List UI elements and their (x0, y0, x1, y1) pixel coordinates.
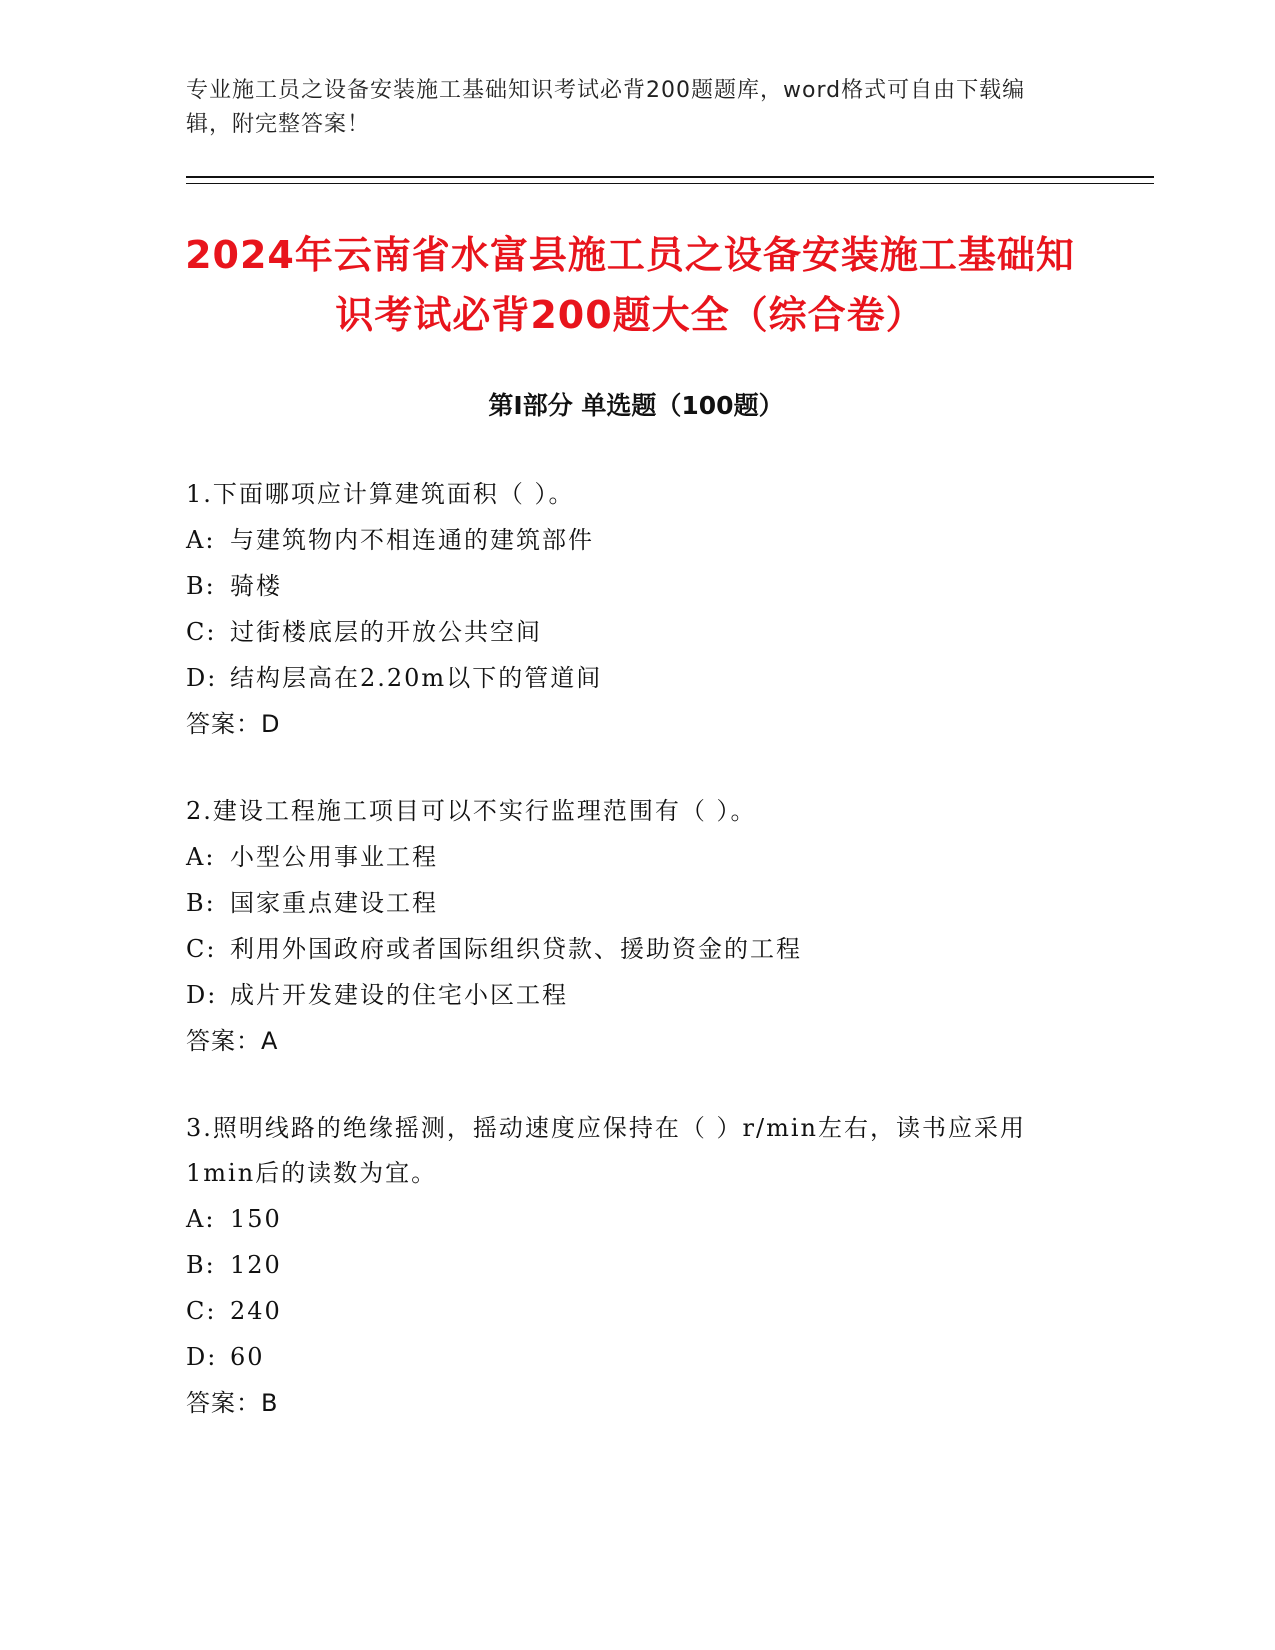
option-b (186, 880, 1066, 926)
question-stem: 1.下面哪项应计算建筑面积（ ）。 (186, 480, 575, 508)
option-key: C: (186, 935, 217, 963)
answer-label: 答案：A (186, 1027, 279, 1055)
option-key: A: (186, 1205, 216, 1233)
header-divider-thin (186, 183, 1154, 184)
question-3 (186, 1106, 1066, 1426)
option-a (186, 834, 1066, 880)
option-a (186, 517, 1066, 563)
option-c (186, 609, 1066, 655)
option-text: 结构层高在2.20m以下的管道间 (230, 664, 603, 692)
option-key: A: (186, 843, 216, 871)
option-text: 与建筑物内不相连通的建筑部件 (230, 526, 594, 554)
option-text: 60 (230, 1343, 265, 1371)
option-text: 过街楼底层的开放公共空间 (230, 618, 542, 646)
question-stem: 3.照明线路的绝缘摇测，摇动速度应保持在（ ）r/min左右，读书应采用1min后的读数为宜。 (186, 1114, 1026, 1187)
question-2 (186, 789, 1066, 1064)
option-text: 小型公用事业工程 (230, 843, 438, 871)
option-key: D: (186, 1343, 218, 1371)
option-b (186, 563, 1066, 609)
option-key: C: (186, 1297, 217, 1325)
option-text: 成片开发建设的住宅小区工程 (230, 981, 568, 1009)
header-note: 专业施工员之设备安装施工基础知识考试必背200题题库，word格式可自由下载编辑，附完整答案！ (186, 78, 1026, 137)
answer-label: 答案：B (186, 1389, 279, 1417)
header-divider-thick (186, 176, 1154, 178)
option-text: 国家重点建设工程 (230, 889, 438, 917)
option-text: 120 (230, 1251, 282, 1279)
option-c (186, 1288, 1066, 1334)
option-key: D: (186, 981, 218, 1009)
option-c (186, 926, 1066, 972)
section-title: 第I部分 单选题（100题） (488, 391, 784, 420)
document-title: 2024年云南省水富县施工员之设备安装施工基础知识考试必背200题大全（综合卷） (185, 233, 1075, 337)
option-key: B: (186, 889, 216, 917)
option-key: C: (186, 618, 217, 646)
question-stem: 2.建设工程施工项目可以不实行监理范围有（ ）。 (186, 797, 757, 825)
option-d (186, 1334, 1066, 1380)
option-key: D: (186, 664, 218, 692)
option-key: B: (186, 1251, 216, 1279)
option-text: 利用外国政府或者国际组织贷款、援助资金的工程 (230, 935, 802, 963)
question-list (186, 472, 1066, 1468)
option-text: 骑楼 (230, 572, 282, 600)
option-text: 240 (230, 1297, 282, 1325)
answer-label: 答案：D (186, 710, 281, 738)
option-d (186, 972, 1066, 1018)
option-b (186, 1242, 1066, 1288)
option-key: A: (186, 526, 216, 554)
option-a (186, 1196, 1066, 1242)
option-text: 150 (230, 1205, 282, 1233)
question-1 (186, 472, 1066, 747)
option-key: B: (186, 572, 216, 600)
option-d (186, 655, 1066, 701)
